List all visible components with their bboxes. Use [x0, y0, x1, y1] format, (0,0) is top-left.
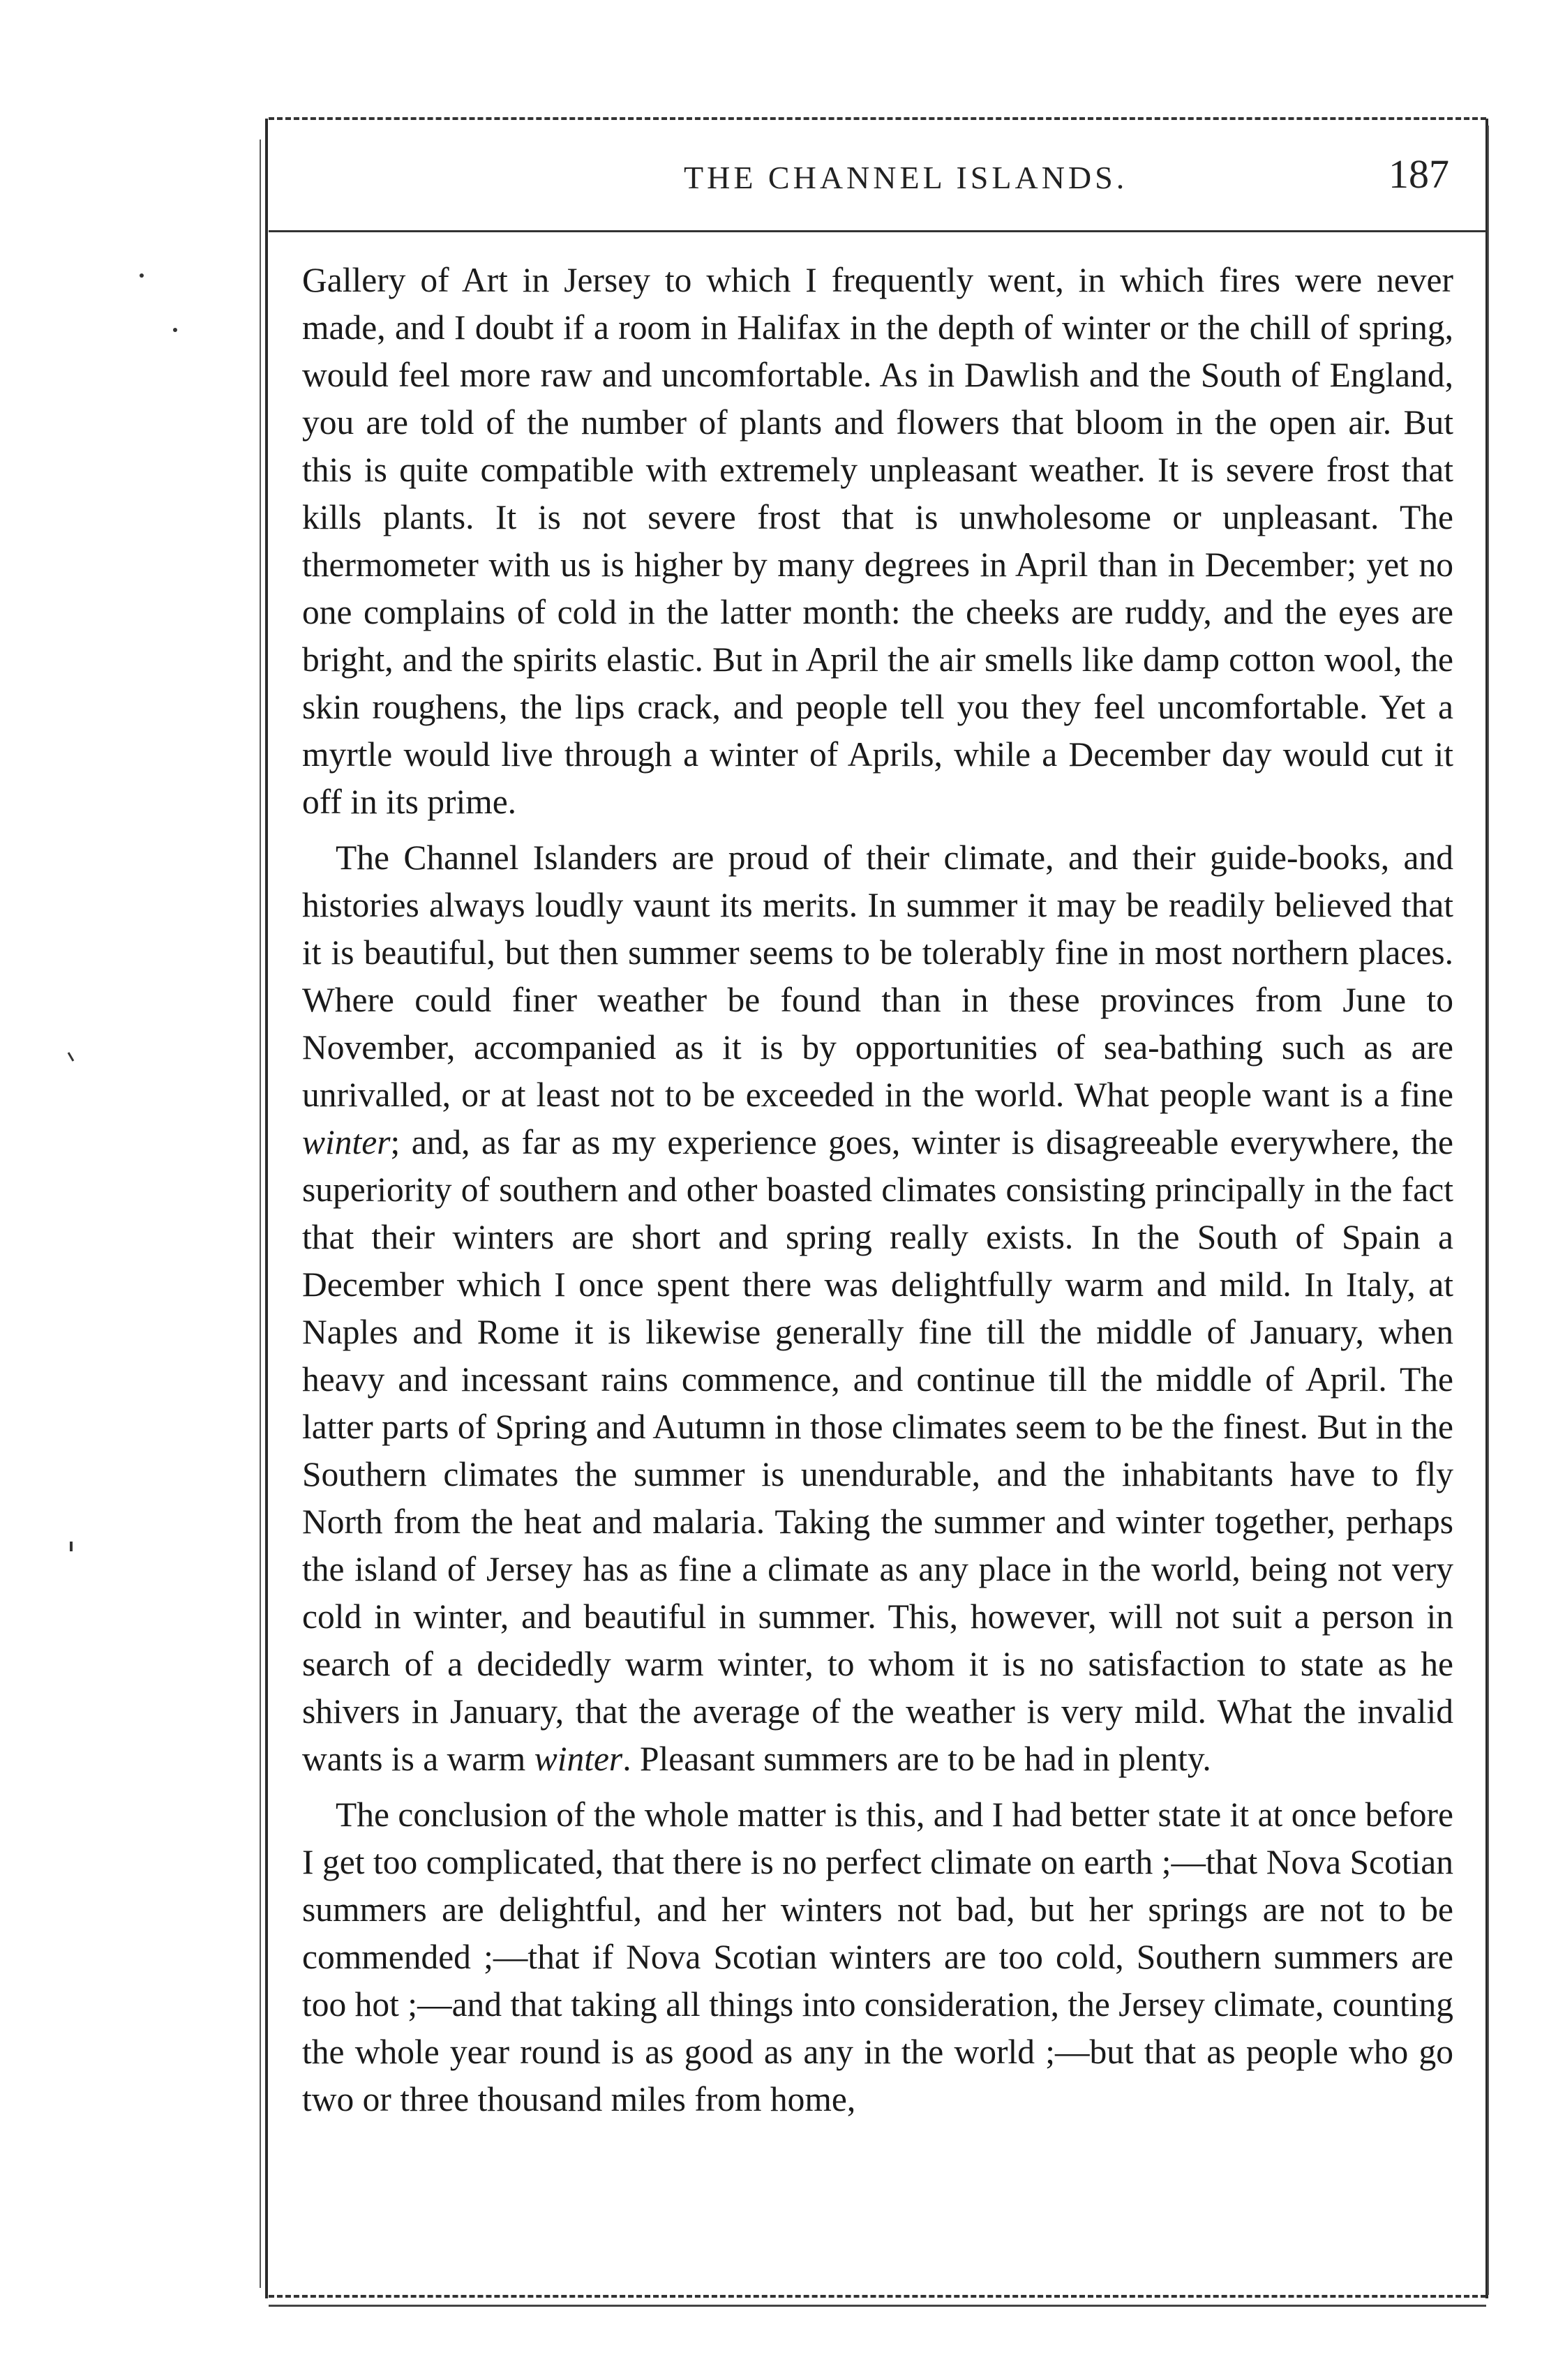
running-head: THE CHANNEL ISLANDS.	[684, 160, 1128, 195]
paragraph-1	[302, 257, 1453, 826]
paragraph-2-italic-winter-1: winter	[302, 1123, 391, 1161]
paragraph-1-text: Gallery of Art in Jersey to which I frequently went, in which fires were never made, and I doubt if a room in Halifax in the depth of winter or the chill of spring, would feel more raw and uncomfortable. As in Dawlish and the South of England, you are told of the number of plants and flowers that bloom in the open air. But this is quite compatible with extremely unpleasant weather. It is severe frost that kills plants. It is not severe frost that is unwholesome or unpleasant. The thermometer with us is higher by many degrees in April than in December; yet no one complains of cold in the latter month: the cheeks are ruddy, and the eyes are bright, and the spirits elastic. But in April the air smells like damp cotton wool, the skin roughens, the lips crack, and people tell you they feel uncomfortable. Yet a myrtle would live through a winter of Aprils, while a December day would cut it off in its prime.	[302, 261, 1453, 821]
bottom-rule-inner	[269, 2305, 1486, 2307]
frame-outer-right-line	[1488, 126, 1489, 2295]
paragraph-3-text: The conclusion of the whole matter is this, and I had better state it at once before I get too complicated, that there is no perfect climate on earth ;—that Nova Scotian summers are delightful, and her winters not bad, but her springs are not to be commended ;—that if Nova Scotian winters are too cold, Southern summers are too hot ;—and that taking all things into consideration, the Jersey climate, counting the whole year round is as good as any in the world ;—but that as people who go two or three thousand miles from home,	[302, 1795, 1453, 2118]
paragraph-2-text-b: ; and, as far as my experience goes, winter is disagreeable everywhere, the superiority of southern and other boasted climates consisting principally in the fact that their winters are short and spring really exists. In the South of Spain a December which I once spent there was delightfully warm and mild. In Italy, at Naples and Rome it is likewise generally fine till the middle of January, when heavy and incessant rains commence, and continue till the middle of April. The latter parts of Spring and Autumn in those climates seem to be the finest. But in the Southern climates the summer is unendurable, and the inhabitants have to fly North from the heat and malaria. Taking the summer and winter together, perhaps the island of Jersey has as fine a climate as any place in the world, being not very cold in winter, and beautiful in summer. This, however, will not suit a person in search of a decidedly warm winter, to whom it is no satisfaction to state as he shivers in January, that the average of the weather is very mild. What the invalid wants is a warm	[302, 1123, 1453, 1778]
header-rule	[269, 230, 1486, 232]
body-text	[302, 257, 1453, 2123]
stray-mark-2	[173, 328, 177, 332]
bottom-rule	[269, 2295, 1486, 2298]
top-rule	[269, 117, 1486, 120]
paragraph-2-italic-winter-2: winter	[534, 1740, 623, 1778]
stray-mark-1	[140, 273, 144, 278]
stray-mark-3	[68, 1052, 75, 1062]
page-number: 187	[1388, 151, 1449, 197]
paragraph-2	[302, 834, 1453, 1783]
paragraph-2-text-a: The Channel Islanders are proud of their climate, and their guide-books, and histories always loudly vaunt its merits. In summer it may be readily believed that it is beautiful, but then summer seems to be tolerably fine in most northern places. Where could finer weather be found than in these provinces from June to November, accompanied as it is by opportunities of sea-bathing such as are unrivalled, or at least not to be exceeded in the world. What people want is a fine	[302, 838, 1453, 1114]
frame-outer-left-line	[260, 140, 261, 2288]
paragraph-2-text-c: . Pleasant summers are to be had in plenty.	[622, 1740, 1211, 1778]
stray-mark-4	[70, 1542, 73, 1551]
paragraph-3	[302, 1791, 1453, 2123]
